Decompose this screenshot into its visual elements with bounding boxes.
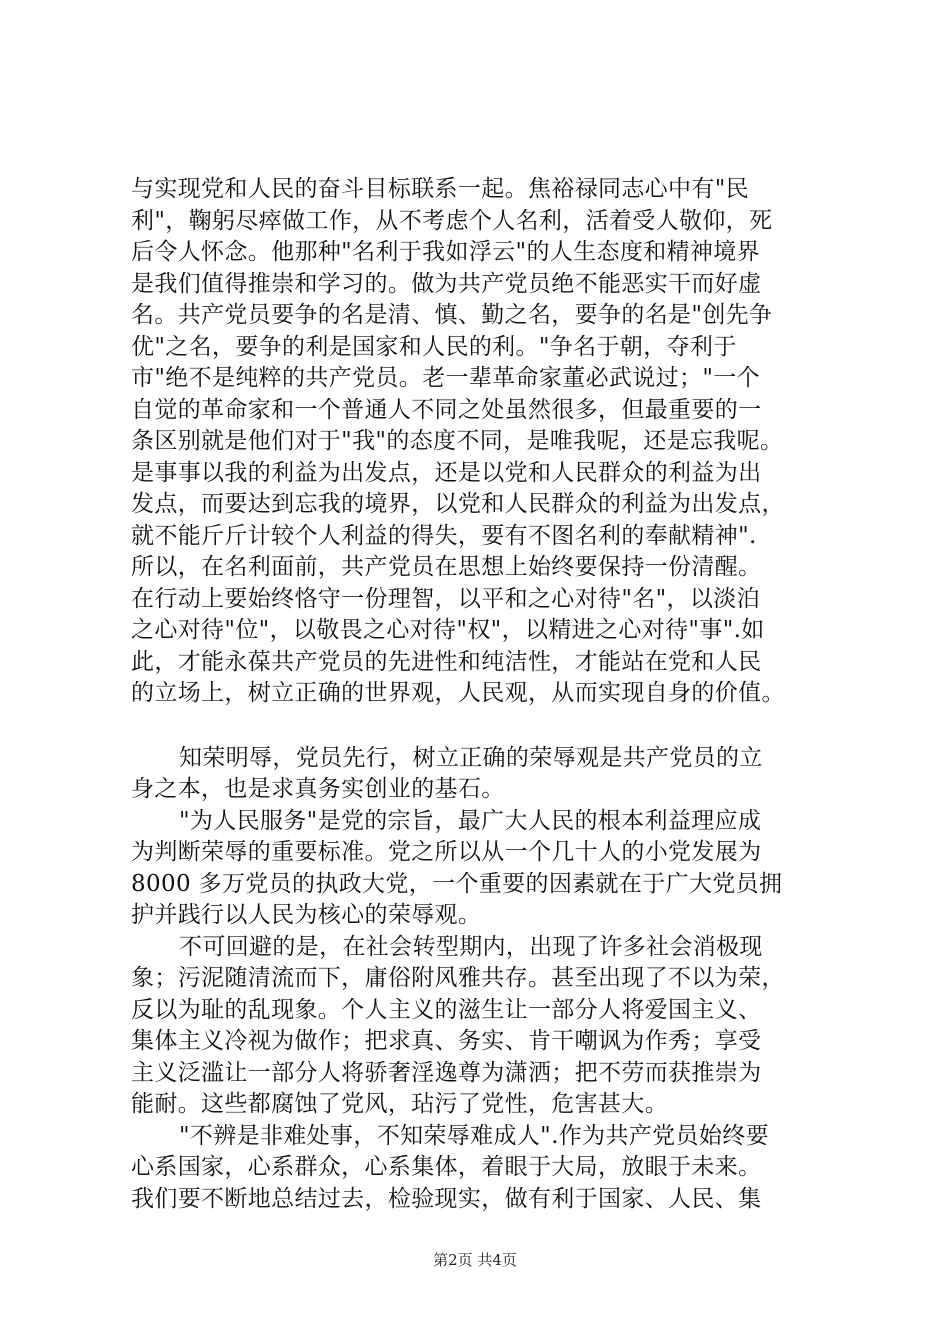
text-line: 发点，而要达到忘我的境界，以党和人民群众的利益为出发点， <box>131 491 785 517</box>
text-line: 护并践行以人民为核心的荣辱观。 <box>131 902 482 928</box>
text-line: 在行动上要始终恪守一份理智，以平和之心对待"名"，以淡泊 <box>131 585 760 612</box>
text-line: 就不能斤斤计较个人利益的得失，要有不图名利的奉献精神". <box>131 522 757 549</box>
document-body <box>131 174 851 1215</box>
text-line: "不辨是非难处事，不知荣辱难成人".作为共产党员始终要 <box>179 1122 769 1149</box>
text-line: 是事事以我的利益为出发点，还是以党和人民群众的利益为出 <box>131 459 762 486</box>
text-line: 8000 多万党员的执政大党，一个重要的因素就在于广大党员拥 <box>131 870 783 897</box>
text-line: 之心对待"位"，以敬畏之心对待"权"，以精进之心对待"事".如 <box>131 617 765 643</box>
text-line: 是我们值得推崇和学习的。做为共产党员绝不能恶实干而好虚 <box>131 270 762 297</box>
text-line: 后令人怀念。他那种"名利于我如浮云"的人生态度和精神境界 <box>131 239 760 265</box>
paragraph-serve-the-people <box>131 806 851 932</box>
text-line: 知荣明辱，党员先行，树立正确的荣辱观是共产党员的立 <box>179 744 763 771</box>
text-line: "为人民服务"是党的宗旨，最广大人民的根本利益理应成 <box>179 807 762 834</box>
paragraph-spacer <box>131 710 851 743</box>
text-line: 不可回避的是，在社会转型期内，出现了许多社会消极现 <box>179 933 763 960</box>
paragraph-social-transition <box>131 932 851 1121</box>
text-line: 能耐。这些都腐蚀了党风，玷污了党性，危害甚大。 <box>131 1091 669 1117</box>
text-line: 身之本，也是求真务实创业的基石。 <box>131 776 505 802</box>
text-line: 优"之名，要争的利是国家和人民的利。"争名于朝，夺利于 <box>131 333 737 360</box>
text-line: 为判断荣辱的重要标准。党之所以从一个几十人的小党发展为 <box>131 839 762 865</box>
paragraph-right-and-wrong <box>131 1121 851 1216</box>
text-line: 集体主义冷视为做作；把求真、务实、肯干嘲讽为作秀；享受 <box>131 1028 762 1054</box>
text-line: 象；污泥随清流而下，庸俗附风雅共存。甚至出现了不以为荣， <box>131 965 785 991</box>
text-line: 与实现党和人民的奋斗目标联系一起。焦裕禄同志心中有"民 <box>131 176 750 202</box>
text-line: 利"，鞠躬尽瘁做工作，从不考虑个人名利，活着受人敬仰，死 <box>131 207 773 234</box>
text-line: 我们要不断地总结过去，检验现实，做有利于国家、人民、集 <box>131 1185 762 1212</box>
text-line: 自觉的革命家和一个普通人不同之处虽然很多，但最重要的一 <box>131 396 762 423</box>
page-number-footer: 第2页 共4页 <box>433 1251 517 1269</box>
text-line: 条区别就是他们对于"我"的态度不同，是唯我呢，还是忘我呢。 <box>131 428 784 454</box>
text-line: 所以，在名利面前，共产党员在思想上始终要保持一份清醒。 <box>131 554 762 580</box>
text-line: 心系国家，心系群众，心系集体，着眼于大局，放眼于未来。 <box>131 1154 762 1180</box>
text-line: 主义泛滥让一部分人将骄奢淫逸尊为潇洒；把不劳而获推崇为 <box>131 1059 762 1086</box>
paragraph-fame-and-gain <box>131 174 851 710</box>
text-line: 名。共产党员要争的名是清、慎、勤之名，要争的名是"创先争 <box>131 302 773 328</box>
text-line: 反以为耻的乱现象。个人主义的滋生让一部分人将爱国主义、 <box>131 996 762 1023</box>
paragraph-honor-and-shame <box>131 743 851 806</box>
text-line: 的立场上，树立正确的世界观，人民观，从而实现自身的价值。 <box>131 680 785 706</box>
text-line: 此，才能永葆共产党员的先进性和纯洁性，才能站在党和人民 <box>131 648 762 675</box>
text-line: 市"绝不是纯粹的共产党员。老一辈革命家董必武说过；"一个 <box>131 365 760 391</box>
